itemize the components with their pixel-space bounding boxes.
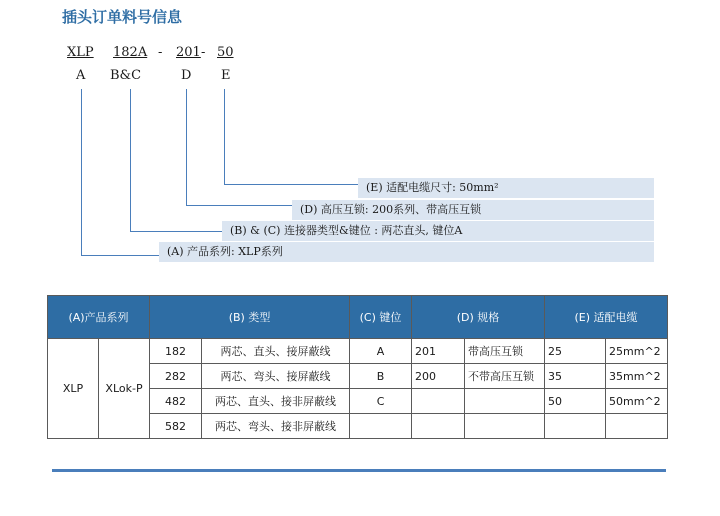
key: C: [350, 389, 412, 414]
letter-a: A: [76, 68, 86, 83]
page-title: 插头订单料号信息: [62, 8, 183, 26]
type-desc: 两芯、弯头、接屏蔽线: [202, 364, 350, 389]
type-code: 182: [150, 339, 202, 364]
header-cable: (E) 适配电缆: [545, 296, 668, 339]
leader-a-horizontal: [81, 255, 159, 256]
spec-desc: [465, 389, 545, 414]
code-bc: 182A: [113, 45, 148, 60]
spec-code: 201: [412, 339, 465, 364]
header-spec: (D) 规格: [412, 296, 545, 339]
cable-code: [545, 414, 606, 439]
callout-d: (D) 高压互锁: 200系列、带高压互锁: [292, 200, 654, 220]
type-desc: 两芯、弯头、接非屏蔽线: [202, 414, 350, 439]
leader-bc-horizontal: [130, 231, 222, 232]
header-type: (B) 类型: [150, 296, 350, 339]
cable-code: 50: [545, 389, 606, 414]
spec-code: [412, 414, 465, 439]
type-code: 582: [150, 414, 202, 439]
cable-code: 25: [545, 339, 606, 364]
leader-e-vertical: [224, 89, 225, 185]
table-row: [48, 339, 668, 364]
letter-e: E: [221, 68, 231, 83]
callout-bc: (B) & (C) 连接器类型&键位 : 两芯直头, 键位A: [222, 221, 654, 241]
spec-code: [412, 389, 465, 414]
code-a: XLP: [67, 45, 94, 60]
footer-divider: [52, 469, 666, 472]
header-series: (A)产品系列: [48, 296, 150, 339]
code-sep-1: -: [158, 45, 163, 60]
cable-size: 50mm^2: [606, 389, 668, 414]
type-desc: 两芯、直头、接屏蔽线: [202, 339, 350, 364]
spec-desc: 带高压互锁: [465, 339, 545, 364]
series-code: XLP: [48, 339, 99, 439]
spec-desc: 不带高压互锁: [465, 364, 545, 389]
cable-size: 25mm^2: [606, 339, 668, 364]
key: [350, 414, 412, 439]
spec-code: 200: [412, 364, 465, 389]
key: B: [350, 364, 412, 389]
header-key: (C) 键位: [350, 296, 412, 339]
cable-size: [606, 414, 668, 439]
spec-desc: [465, 414, 545, 439]
leader-d-horizontal: [186, 205, 292, 206]
letter-d: D: [181, 68, 192, 83]
leader-d-vertical: [186, 89, 187, 206]
callout-e: (E) 适配电缆尺寸: 50mm²: [358, 178, 654, 198]
table-header-row: [48, 296, 668, 339]
code-d: 201: [176, 45, 201, 60]
type-code: 282: [150, 364, 202, 389]
leader-e-horizontal: [224, 184, 358, 185]
leader-bc-vertical: [130, 89, 131, 232]
callout-a: (A) 产品系列: XLP系列: [159, 242, 654, 262]
spec-table: [47, 295, 668, 439]
code-e: 50: [217, 45, 234, 60]
series-name: XLok-P: [99, 339, 150, 439]
leader-a-vertical: [81, 89, 82, 256]
type-desc: 两芯、直头、接非屏蔽线: [202, 389, 350, 414]
cable-code: 35: [545, 364, 606, 389]
cable-size: 35mm^2: [606, 364, 668, 389]
key: A: [350, 339, 412, 364]
code-sep-2: -: [201, 45, 206, 60]
letter-bc: B&C: [110, 68, 142, 83]
type-code: 482: [150, 389, 202, 414]
